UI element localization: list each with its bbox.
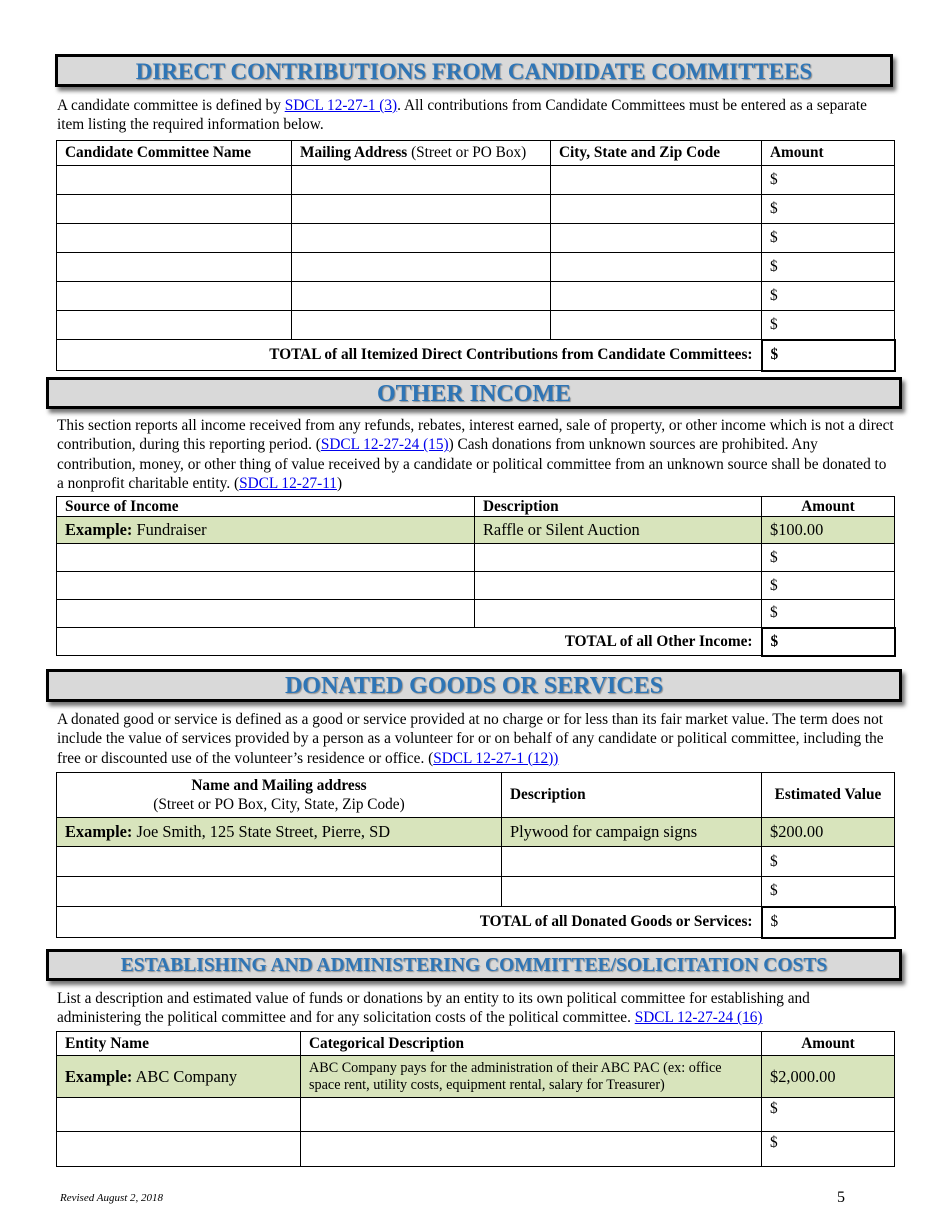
sdcl-link-12-27-24-16[interactable]: SDCL 12-27-24 (16): [634, 1009, 763, 1027]
col-header-amount: Amount: [762, 141, 895, 166]
total-amount[interactable]: $: [762, 340, 895, 371]
donated-goods-table: [56, 772, 896, 939]
col-header-amount: Amount: [762, 497, 895, 517]
col-header-name-address-sub: (Street or PO Box, City, State, Zip Code): [153, 796, 405, 813]
section2-intro: This section reports all income received from any refunds, rebates, interest earned, sale of property, or other income which is not a direct contribution, during this reporting period. (SDCL 12-27-24 (15)) Cash donations from unknown sources are prohibited. Any contribution, money, or other thing of value received by a candidate or political committee from an unknown source shall be donated to a nonprofit charitable entity. (SDCL 12-27-11): [57, 417, 894, 492]
table-row: [57, 1132, 895, 1167]
col-header-description: Description: [502, 773, 762, 818]
section2-title: OTHER INCOME: [376, 381, 571, 407]
total-amount[interactable]: $: [762, 628, 895, 656]
table-row: [57, 847, 895, 877]
example-row: Example: ABC Company ABC Company pays for the administration of their ABC PAC (ex: office space rent, utility costs, equipment rental, salary for Treasurer) $2,000.00: [57, 1056, 895, 1098]
sdcl-link-12-27-1-12[interactable]: SDCL 12-27-1 (12)): [433, 749, 559, 767]
col-header-city-state-zip: City, State and Zip Code: [551, 141, 762, 166]
table-row: [57, 195, 895, 224]
amount-cell[interactable]: $: [762, 877, 895, 907]
table-row: [57, 572, 895, 600]
other-income-table: [56, 496, 896, 657]
sdcl-link-12-27-1-3[interactable]: SDCL 12-27-1 (3): [284, 97, 398, 114]
amount-cell[interactable]: $: [762, 311, 895, 340]
table-row: [57, 166, 895, 195]
table-row: [57, 544, 895, 572]
section1-banner: [55, 54, 893, 87]
table-row: [57, 282, 895, 311]
amount-cell[interactable]: $: [762, 282, 895, 311]
col-header-estimated-value: Estimated Value: [762, 773, 895, 818]
amount-cell[interactable]: $: [762, 847, 895, 877]
total-label: TOTAL of all Itemized Direct Contributions from Candidate Committees:: [57, 340, 762, 371]
section4-banner: [46, 949, 902, 981]
amount-cell[interactable]: $: [762, 544, 895, 572]
sdcl-link-12-27-11[interactable]: SDCL 12-27-11: [239, 474, 337, 492]
amount-cell[interactable]: $: [762, 253, 895, 282]
amount-cell[interactable]: $: [762, 195, 895, 224]
sdcl-link-12-27-24-15[interactable]: SDCL 12-27-24 (15): [320, 436, 449, 454]
section3-banner: [46, 669, 902, 702]
section2-banner: [46, 377, 902, 409]
section1-title: DIRECT CONTRIBUTIONS FROM CANDIDATE COMMITTEES: [135, 59, 813, 84]
table-row: [57, 224, 895, 253]
col-header-source: Source of Income: [57, 497, 475, 517]
section4-title: ESTABLISHING AND ADMINISTERING COMMITTEE/SOLICITATION COSTS: [120, 955, 828, 976]
amount-cell[interactable]: $: [762, 572, 895, 600]
amount-cell[interactable]: $: [762, 1132, 895, 1167]
col-header-committee-name: Candidate Committee Name: [57, 141, 292, 166]
col-header-description: Description: [475, 497, 762, 517]
revised-date: Revised August 2, 2018: [60, 1192, 164, 1204]
amount-cell[interactable]: $: [762, 166, 895, 195]
col-header-categorical-description: Categorical Description: [301, 1032, 762, 1056]
amount-cell[interactable]: $: [762, 224, 895, 253]
table-row: [57, 877, 895, 907]
col-header-amount: Amount: [762, 1032, 895, 1056]
example-row: Example: Joe Smith, 125 State Street, Pierre, SD Plywood for campaign signs $200.00: [57, 818, 895, 847]
example-row: Example: Fundraiser Raffle or Silent Auction $100.00: [57, 517, 895, 544]
candidate-committee-table: [56, 140, 896, 372]
amount-cell[interactable]: $: [762, 600, 895, 628]
total-label: TOTAL of all Donated Goods or Services:: [57, 907, 762, 938]
page-number: 5: [837, 1189, 845, 1206]
section3-title: DONATED GOODS OR SERVICES: [284, 673, 664, 699]
total-label: TOTAL of all Other Income:: [57, 628, 762, 656]
total-amount[interactable]: $: [762, 907, 895, 938]
table-row: [57, 311, 895, 340]
col-header-mailing-address: Mailing Address (Street or PO Box): [292, 141, 551, 166]
table-row: [57, 600, 895, 628]
table-row: [57, 253, 895, 282]
section3-intro: A donated good or service is defined as a good or service provided at no charge or for less than its fair market value. The term does not include the value of services provided by a person as a volunteer for or on behalf of any candidate or political committee, including the free or discounted use of the volunteer’s residence or office. (SDCL 12-27-1 (12)): [57, 711, 884, 767]
committee-costs-table: [56, 1031, 895, 1167]
table-row: [57, 1098, 895, 1132]
amount-cell[interactable]: $: [762, 1098, 895, 1132]
col-header-name-address: Name and Mailing address: [191, 777, 367, 794]
col-header-entity-name: Entity Name: [57, 1032, 301, 1056]
section1-intro: A candidate committee is defined by SDCL 12-27-1 (3). All contributions from Candidate Committees must be entered as a separate item listing the required information below.: [57, 97, 867, 134]
section4-intro: List a description and estimated value of funds or donations by an entity to its own political committee for establishing and administering the political committee and for any solicitation costs of the political committee. SDCL 12-27-24 (16): [57, 990, 810, 1027]
